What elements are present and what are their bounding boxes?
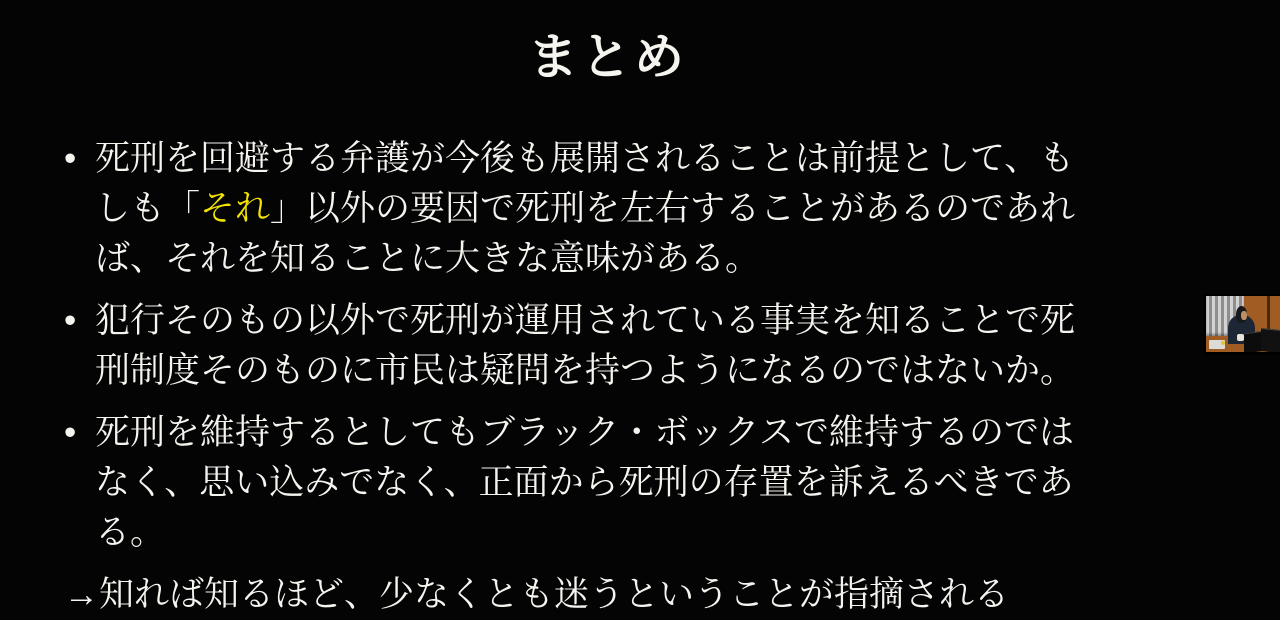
highlighted-text: それ bbox=[200, 189, 271, 228]
monitor-right bbox=[1261, 328, 1280, 352]
presenter-badge bbox=[1237, 334, 1244, 341]
bullet-item bbox=[64, 408, 1120, 558]
slide-body bbox=[64, 134, 1120, 620]
bullet-text bbox=[95, 296, 1080, 396]
conclusion-line: →知れば知るほど、少なくとも迷うということが指摘される bbox=[64, 575, 1010, 614]
bullet-item bbox=[64, 134, 1120, 284]
bullet-item bbox=[64, 296, 1120, 396]
text-segment: 死刑を維持するとしてもブラック・ボックスで維持するのではなく、思い込みでなく、正面から死刑の存置を訴えるべきである。 bbox=[95, 413, 1074, 552]
bullet-marker-icon: • bbox=[64, 413, 77, 452]
text-segment: 犯行そのもの以外で死刑が運用されている事実を知ることで死刑制度そのものに市民は疑問を持つようになるのではないか。 bbox=[95, 301, 1076, 390]
presenter-video-thumbnail[interactable] bbox=[1204, 294, 1280, 355]
text-segment: 」以外の要因で死刑を左右することがあるのであれば、それを知ることに大きな意味がある。 bbox=[95, 189, 1076, 278]
slide-title: まとめ bbox=[528, 29, 687, 85]
text-segment: 死刑を回避する弁護が今後も展開されることは前提として、もしも「 bbox=[95, 139, 1075, 228]
webcam-frame bbox=[1206, 296, 1280, 352]
presenter-face bbox=[1241, 311, 1247, 321]
bullet-text bbox=[95, 134, 1080, 284]
bullet-marker-icon: • bbox=[64, 301, 77, 340]
bullet-marker-icon: • bbox=[64, 139, 77, 178]
bullet-list bbox=[64, 134, 1120, 558]
bullet-text bbox=[95, 408, 1080, 558]
